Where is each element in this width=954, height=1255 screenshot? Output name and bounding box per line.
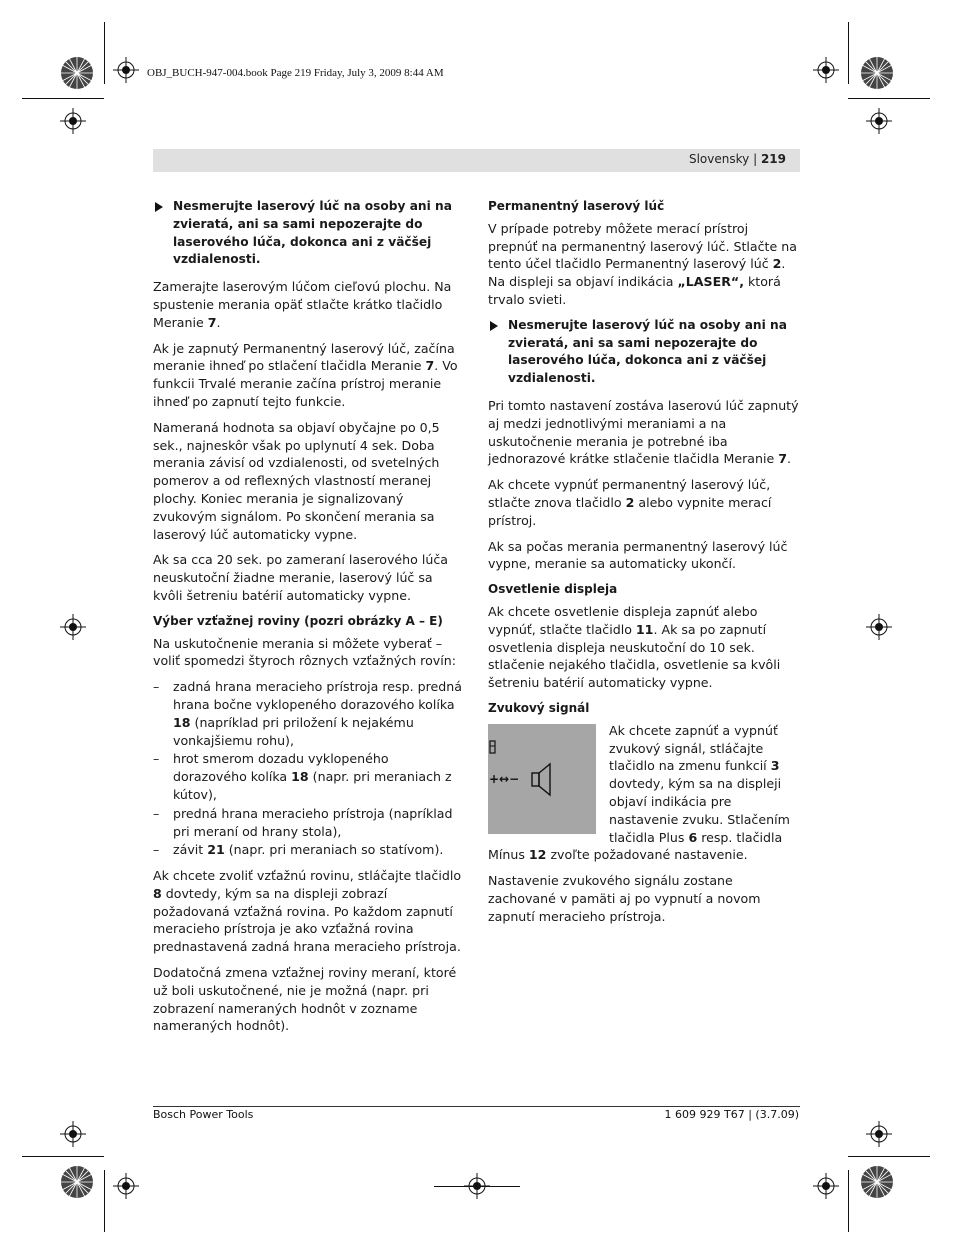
crosshair-icon [813,57,839,83]
crosshair-icon [113,1173,139,1199]
footer-docnum: 1 609 929 T67 | (3.7.09) [664,1108,799,1121]
running-header [153,149,800,172]
crosshair-icon [60,614,86,640]
header-language: Slovensky [688,152,750,166]
left-column [153,198,466,1043]
crosshair-icon [813,1173,839,1199]
crop-line [848,1170,849,1232]
crosshair-icon [866,1121,892,1147]
paragraph: V prípade potreby môžete merací prístroj prepnúť na permanentný laserový lúč. Stlačte na tento účel tlačidlo Permanentný laserový lúč 2. Na displeji sa objaví indikácia „LASER“, ktorá trvalo svieti. [488,220,797,307]
paragraph: Ak sa počas merania permanentný laserový lúč vypne, meranie sa automaticky ukončí. [488,538,788,572]
paragraph: Nameraná hodnota sa objaví obyčajne po 0,5 sek., najneskôr však po uplynutí 4 sek. Doba merania závisí od vzdialenosti, od svetelných pomerov a od reflexných vlastností meranej plochy. Koniec merania je signalizovaný zvukovým signálom. Po skončení merania sa laserový lúč automaticky vypne. [153,419,440,542]
device-display-icon [488,724,596,834]
crop-line [434,1186,520,1187]
crosshair-icon [866,614,892,640]
registration-star-icon [60,56,94,90]
warning-item [153,198,466,269]
crop-line [22,1156,104,1157]
list-item: – zadná hrana meracieho prístroja resp. predná hrana bočne vyklopeného dorazového kolíka 18 (napríklad pri priložení k nejakému vonkajšiemu rohu), [153,679,462,748]
section-heading: Výber vzťažnej roviny (pozri obrázky A – E) [153,613,443,628]
section-heading: Permanentný laserový lúč [488,199,665,213]
reference-plane-list [153,678,466,859]
paragraph: Ak chcete osvetlenie displeja zapnúť alebo vypnúť, stlačte tlačidlo 11. Ak sa po zapnutí osvetlenia displeja neuskutoční do 10 sek. stlačenie nejakého tlačidla, osvetlenie sa kvôli šetreniu batérií automaticky vypne. [488,603,781,691]
crosshair-icon [113,57,139,83]
section-heading: Osvetlenie displeja [488,582,618,597]
footer-divider [153,1106,800,1107]
paragraph: Na uskutočnenie merania si môžete vyberať – voliť spomedzi štyroch rôznych vzťažných rovín: [153,635,456,669]
paragraph: Nastavenie zvukového signálu zostane zachované v pamäti aj po vypnutí a novom zapnutí meracieho prístroja. [488,873,761,924]
crop-line [848,22,849,84]
page-number: 219 [760,152,786,166]
paragraph: Dodatočná zmena vzťažnej roviny meraní, ktoré už boli uskutočnené, nie je možná (napr. pri zobrazení nameraných hodnôt v zozname nameraných hodnôt). [153,965,457,1034]
paragraph: Ak chcete zapnúť a vypnúť zvukový signál, stláčajte tlačidlo na zmenu funkcií 3 dovtedy, kým sa na displeji objaví indikácia pre nastavenie zvuku. Stlačením tlačidla Plus 6 resp. tlačidla Mínus 12 zvoľte požadované nastavenie. [488,722,790,863]
paragraph: Pri tomto nastavení zostáva laserovú lúč zapnutý aj medzi jednotlivými meraniami a na uskutočnenie merania je potrebné iba jednorazové krátke stlačenie tlačidla Meranie 7. [488,397,799,467]
paragraph: Ak je zapnutý Permanentný laserový lúč, začína meranie ihneď po stlačení tlačidla Meranie 7. Vo funkcii Trvalé meranie začína prístroj meranie ihneď po zapnutí tejto funkcie. [153,340,458,409]
crop-line [848,1156,930,1157]
paragraph: Ak sa cca 20 sek. po zameraní laserového lúča neuskutoční žiadne meranie, laserový lúč sa kvôli šetreniu batérií automaticky vypne. [153,552,448,603]
registration-star-icon [860,56,894,90]
header-separator: | [753,152,758,166]
paragraph: Ak chcete vypnúť permanentný laserový lúč, stlačte znova tlačidlo 2 alebo vypnite merací prístroj. [488,477,772,528]
paragraph: Ak chcete zvoliť vzťažnú rovinu, stláčajte tlačidlo 8 dovtedy, kým sa na displeji zobrazí požadovaná vzťažná rovina. Po každom zapnutí meracieho prístroja je ako vzťažná rovina prednastavená zadná hrana meracieho prístroja. [153,868,462,955]
list-item: – predná hrana meracieho prístroja (napríklad pri meraní od hrany stola), [153,805,453,839]
footer-brand: Bosch Power Tools [153,1108,254,1121]
warning-text: Nesmerujte laserový lúč na osoby ani na zvieratá, ani sa sami nepozerajte do laserového lúča, dokonca ani z väčšej vzdialenosti. [508,317,787,386]
registration-star-icon [60,1165,94,1199]
warning-item [488,317,800,388]
right-column [488,198,800,933]
crop-line [104,1170,105,1232]
crop-line [848,98,930,99]
plus-minus-symbol: +↔− [489,771,520,786]
file-header: OBJ_BUCH-947-004.book Page 219 Friday, July 3, 2009 8:44 AM [147,67,444,79]
warning-text: Nesmerujte laserový lúč na osoby ani na zvieratá, ani sa sami nepozerajte do laserového lúča, dokonca ani z väčšej vzdialenosti. [173,199,452,267]
bullet-triangle-icon [490,321,498,331]
display-illustration [488,724,596,834]
section-heading: Zvukový signál [488,700,590,715]
crop-line [22,98,104,99]
paragraph: Zamerajte laserovým lúčom cieľovú plochu. Na spustenie merania opäť stlačte krátko tlačidlo Meranie 7. [153,279,452,330]
crosshair-icon [60,108,86,134]
crop-line [104,22,105,84]
list-item: – hrot smerom dozadu vyklopeného dorazového kolíka 18 (napr. pri meraniach z kútov), [153,751,452,802]
bullet-triangle-icon [155,202,163,212]
list-item: – závit 21 (napr. pri meraniach so statívom). [153,842,444,858]
crosshair-icon [866,108,892,134]
registration-star-icon [860,1165,894,1199]
crosshair-icon [60,1121,86,1147]
